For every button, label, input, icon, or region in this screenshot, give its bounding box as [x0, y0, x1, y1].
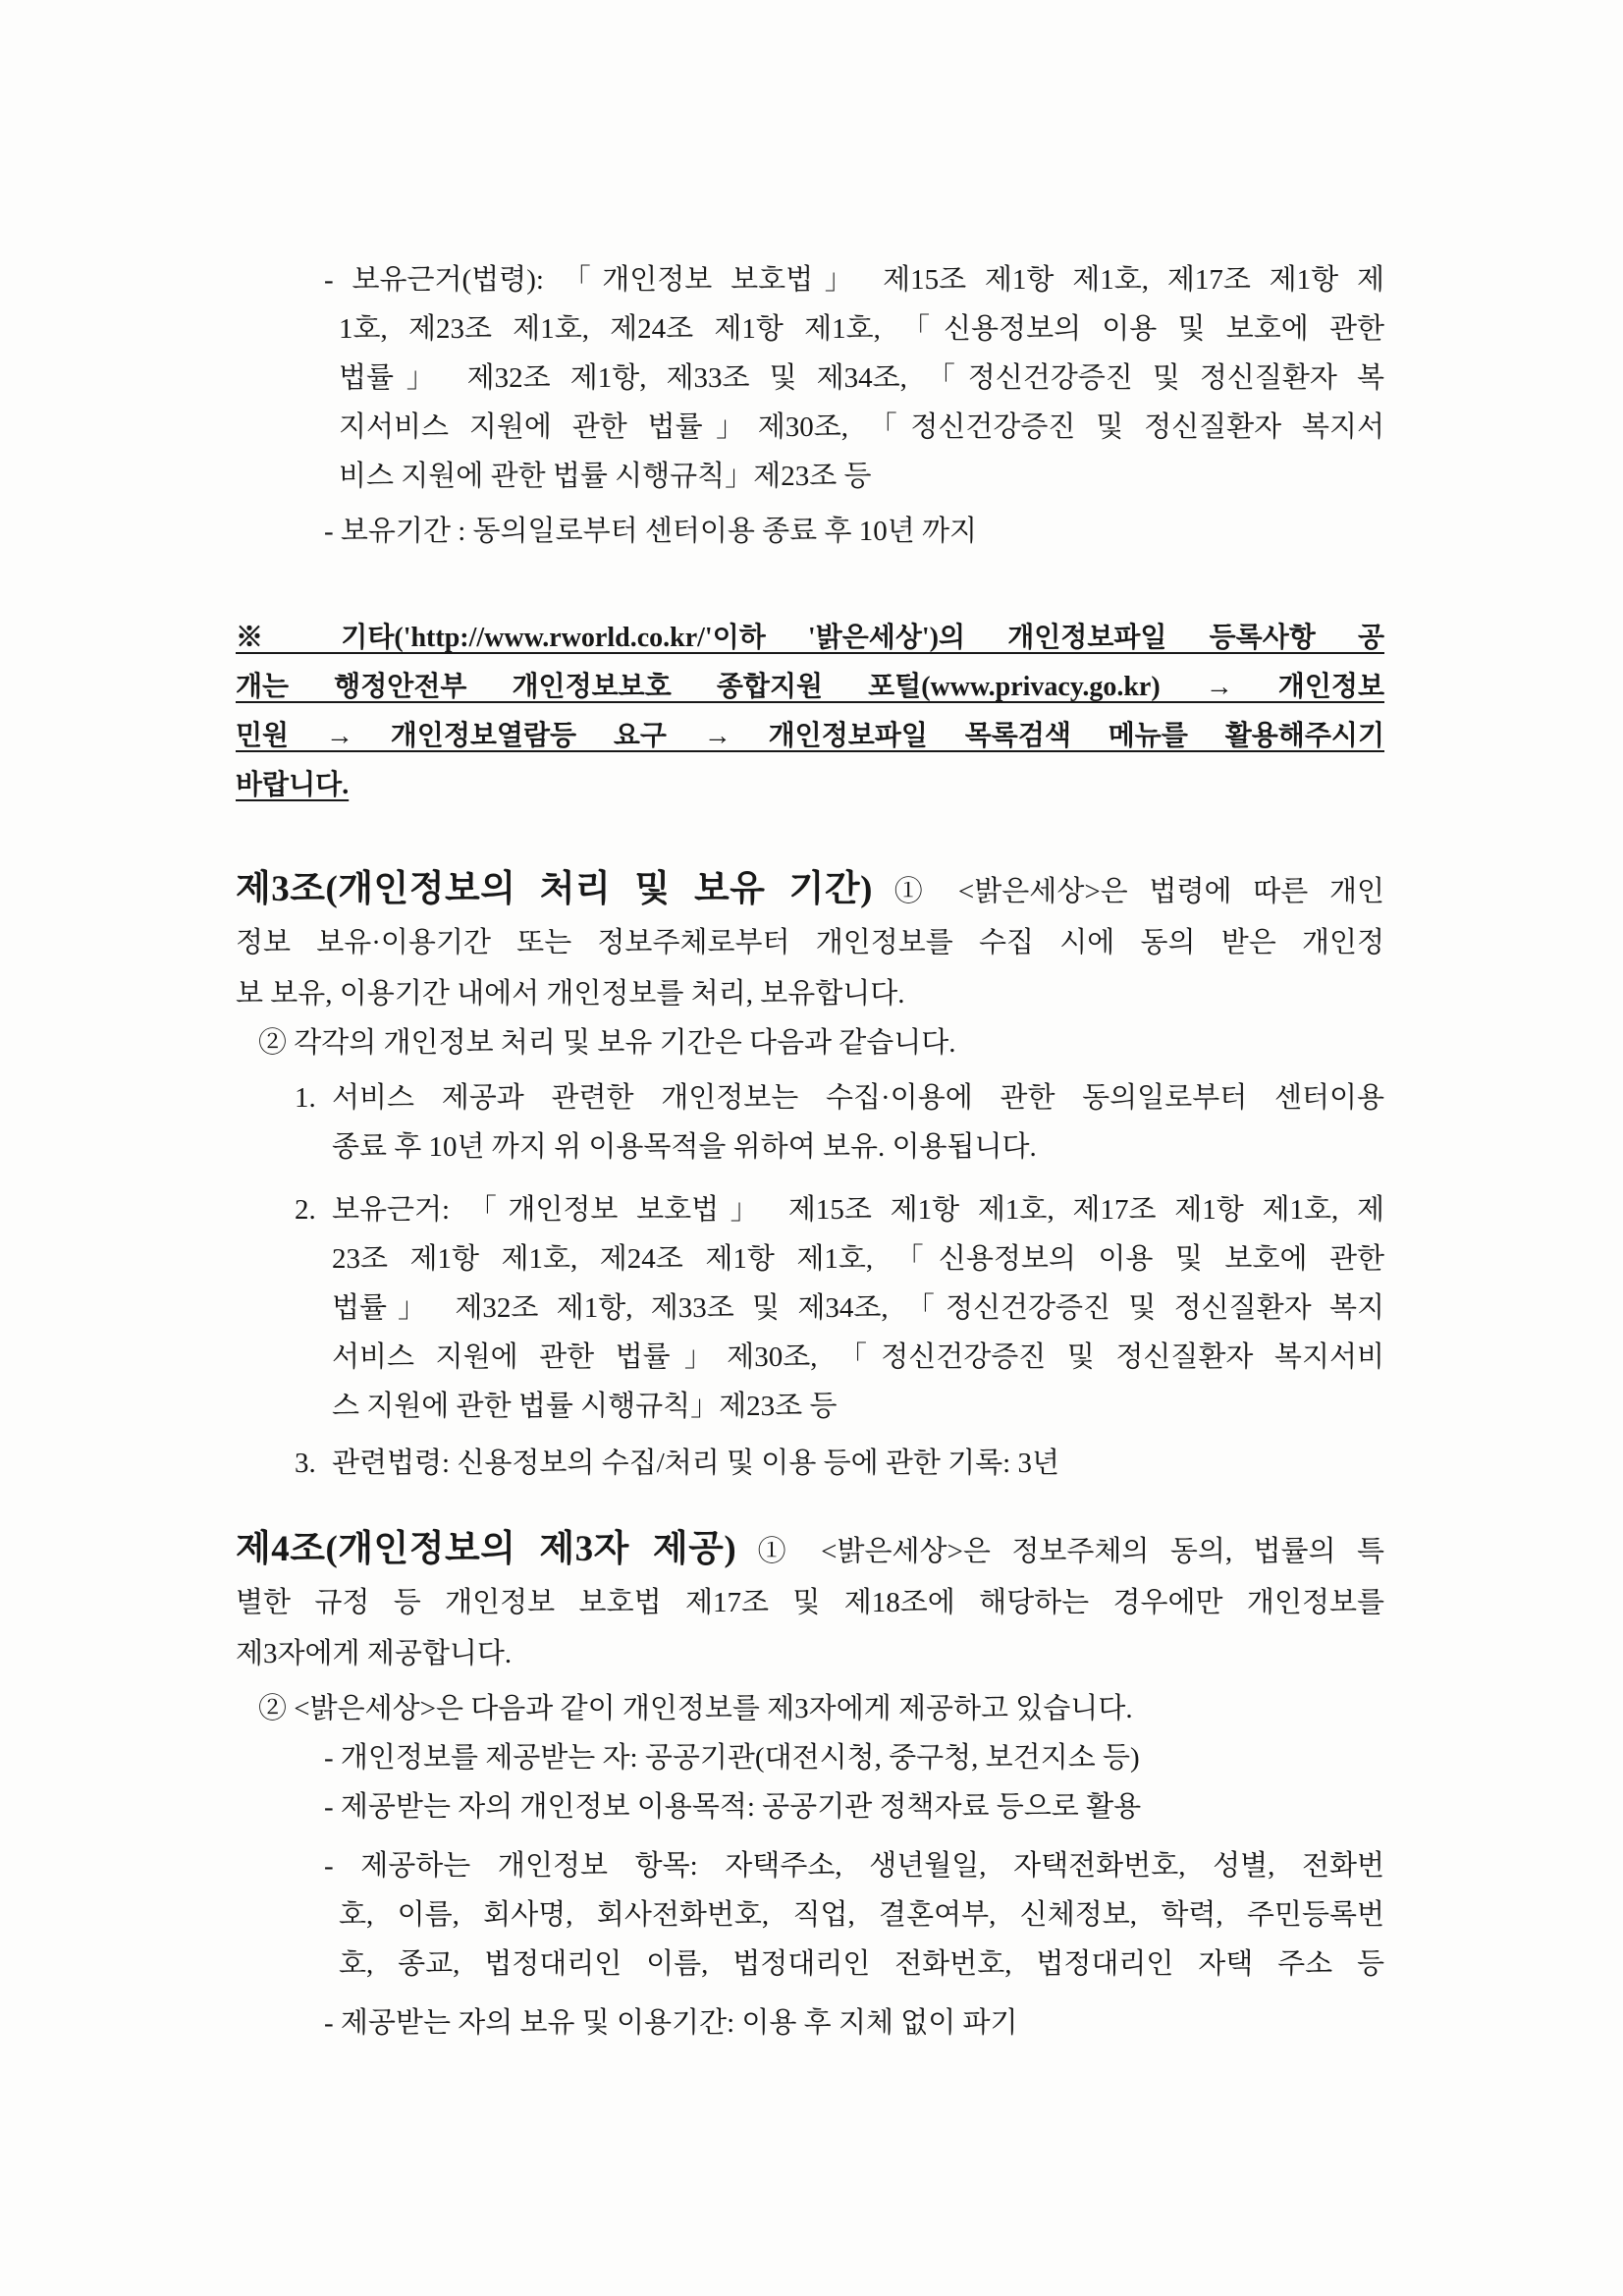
article-4-bullet-recipient: [324, 1733, 1384, 1782]
item-line: 스 지원에 관한 법률 시행규칙」제23조 등: [332, 1391, 838, 1422]
item-line: 보유근거: 「개인정보 보호법」 제15조 제1항 제1호, 제17조 제1항 제1호, 제: [332, 1194, 1384, 1226]
article-3-first-line: [236, 864, 1384, 917]
article-4-intro: [236, 1524, 1384, 1679]
item-line: 서비스 지원에 관한 법률」제30조, 「정신건강증진 및 정신질환자 복지서비: [332, 1341, 1384, 1373]
article-3-heading: 제3조(개인정보의 처리 및 보유 기간): [236, 869, 873, 909]
bullet-line: - 제공받는 자의 보유 및 이용기간: 이용 후 지체 없이 파기: [324, 2007, 1018, 2039]
article-3-intro: [236, 864, 1384, 1019]
item-line: 종료 후 10년 까지 위 이용목적을 위하여 보유. 이용됩니다.: [332, 1131, 1037, 1163]
item-line: 서비스 제공과 관련한 개인정보는 수집·이용에 관한 동의일로부터 센터이용: [332, 1082, 1384, 1114]
article-3-item-3: [295, 1439, 1384, 1488]
item-line: 법률」 제32조 제1항, 제33조 및 제34조, 「정신건강증진 및 정신질환자 복지: [332, 1292, 1384, 1324]
bullet-line: 호, 종교, 법정대리인 이름, 법정대리인 전화번호, 법정대리인 자택 주소 등: [339, 1948, 1384, 1980]
article-3-intro-line: 보 보유, 이용기간 내에서 개인정보를 처리, 보유합니다.: [236, 978, 905, 1010]
article-4-bullet-purpose: [324, 1782, 1384, 1831]
retention-basis-line: 지서비스 지원에 관한 법률」제30조, 「정신건강증진 및 정신질환자 복지서: [339, 411, 1384, 443]
article-4-first-line: [236, 1524, 1384, 1577]
notice-line: ※ 기타('http://www.rworld.co.kr/'이하 '밝은세상')의 개인정보파일 등록사항 공: [236, 623, 1384, 653]
notice-line: 민원 → 개인정보열람등 요구 → 개인정보파일 목록검색 메뉴를 활용해주시기: [236, 721, 1384, 751]
item-number: 2.: [295, 1194, 316, 1226]
bullet-line: - 제공하는 개인정보 항목: 자택주소, 생년월일, 자택전화번호, 성별, 전화번: [324, 1850, 1384, 1882]
item-line: 23조 제1항 제1호, 제24조 제1항 제1호, 「신용정보의 이용 및 보호에 관한: [332, 1243, 1384, 1275]
article-4-intro-text: ① <밝은세상>은 정보주체의 동의, 법률의 특: [757, 1536, 1384, 1567]
retention-period-line: - 보유기간 : 동의일로부터 센터이용 종료 후 10년 까지: [324, 516, 977, 547]
retention-basis-line: - 보유근거(법령): 「개인정보 보호법」 제15조 제1항 제1호, 제17조 제1항 제: [324, 264, 1384, 296]
article-4-para2-line: ② <밝은세상>은 다음과 같이 개인정보를 제3자에게 제공하고 있습니다.: [258, 1693, 1133, 1724]
bullet-line: - 제공받는 자의 개인정보 이용목적: 공공기관 정책자료 등으로 활용: [324, 1791, 1142, 1823]
retention-basis-item: [324, 255, 1384, 501]
article-3-item-1: [295, 1073, 1384, 1172]
bullet-line: 호, 이름, 회사명, 회사전화번호, 직업, 결혼여부, 신체정보, 학력, 주민등록번: [339, 1899, 1384, 1931]
article-4-intro-line: 별한 규정 등 개인정보 보호법 제17조 및 제18조에 해당하는 경우에만 개인정보를: [236, 1587, 1384, 1618]
article-3-intro-text: ① <밝은세상>은 법령에 따른 개인: [893, 876, 1384, 907]
retention-period-item: [324, 507, 1384, 556]
retention-basis-line: 비스 지원에 관한 법률 시행규칙」제23조 등: [339, 461, 872, 492]
article-4-intro-line: 제3자에게 제공합니다.: [236, 1638, 513, 1669]
article-3-intro-line: 정보 보유·이용기간 또는 정보주체로부터 개인정보를 수집 시에 동의 받은 개인정: [236, 927, 1384, 958]
article-3-item-2: [295, 1185, 1384, 1431]
notice-line: 개는 행정안전부 개인정보보호 종합지원 포털(www.privacy.go.kr) → 개인정보: [236, 672, 1384, 702]
retention-basis-line: 법률」 제32조 제1항, 제33조 및 제34조, 「정신건강증진 및 정신질환자 복: [339, 362, 1384, 394]
notice-line: 바랍니다.: [236, 770, 350, 800]
retention-basis-line: 1호, 제23조 제1호, 제24조 제1항 제1호, 「신용정보의 이용 및 보호에 관한: [339, 313, 1384, 345]
article-4-bullet-items: [324, 1841, 1384, 1989]
item-number: 3.: [295, 1448, 316, 1479]
article-4-paragraph-2: [258, 1684, 1384, 1733]
bullet-line: - 개인정보를 제공받는 자: 공공기관(대전시청, 중구청, 보건지소 등): [324, 1742, 1140, 1774]
article-3-para2-line: ② 각각의 개인정보 처리 및 보유 기간은 다음과 같습니다.: [258, 1027, 956, 1059]
privacy-portal-notice: [236, 614, 1384, 810]
item-number: 1.: [295, 1082, 316, 1114]
item-line: 관련법령: 신용정보의 수집/처리 및 이용 등에 관한 기록: 3년: [332, 1448, 1059, 1479]
article-4-bullet-retention: [324, 1998, 1384, 2048]
article-4-heading: 제4조(개인정보의 제3자 제공): [236, 1529, 737, 1569]
article-3-paragraph-2: [258, 1018, 1384, 1067]
